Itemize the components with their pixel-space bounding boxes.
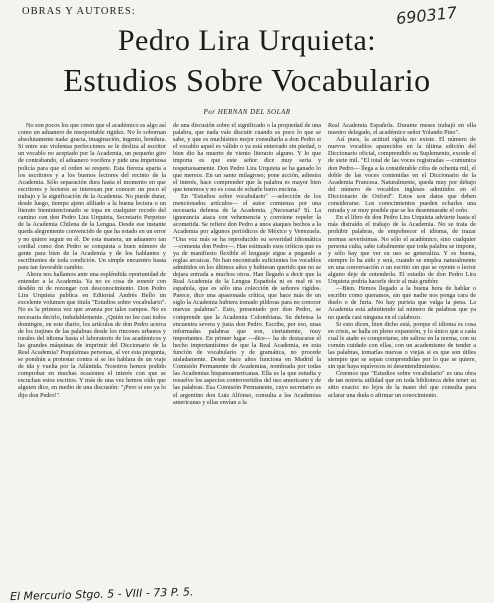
article-body <box>18 122 476 584</box>
paragraph: Real Academia Española. Durante meses trabajó en ella nuestro delegado, el académico señor Yolando Pino". <box>328 122 476 137</box>
title-line-2: Estudios Sobre Vocabulario <box>63 62 431 98</box>
paragraph: —Bien. Hemos llegado a la buena hora de hablar o escribir como queramos, sin que nadie nos ponga cara de duelo o de furia. No hay purista que valga la pena. La Academia está admitiendo tal número de palabras que ya no queda casi ninguna en el calabozo. <box>328 285 476 321</box>
paragraph: Ahora nos hallamos ante una espléndida oportunidad de entender a la Academia. Ya no es cosa de sonreír con desdén ni de rezongar con desconocimiento. Don Pedro Lira Urquieta publica en Editorial Andrés Bello un excelente volumen que titula "Estudios sobre vocabulario". No es la primera vez que avanza por tales campos. No es necesaria decirlo, indudablemente. ¿Quién no lee casi todos domingos, en este diario, los artículos de don Pedro acerca de los trajines de las palabras desde los rincones urbanos y rurales del idioma hasta el laboratorio de los académicos y las grandes máquinas de imprimir del Diccionario de la Real Academia? Poquísimas personas, al ver esta pregunta, se pondrán a protestar contra sí se les hablara de un viaje de ida y vuelta por la Atlántida. Nosotros hemos podido comprobar en muchas ocasiones el interés con que se escuchan estos escritos. Y más de una vez hemos oído que alguien dice, en medio de una discusión: "¡Pero si eso ya lo dijo don Pedro!". <box>18 270 166 399</box>
paragraph: En "Estudios sobre vocabulario" —selección de los mencionados artículos— el autor comienza por una necesaria defensa de la Academia. ¿Necesaria? Sí. La ignorancia ataca con vehemencia y conviene repeler la acometida. Se refiere don Pedro a unos ataques hechos a la Academia por algunos periódicos de México y Venezuela. "Una voz más se ha reproducido su severidad idiomática —comenta don Pedro—. Han estimado esos críticos que es ya de manifiesto flexible el lenguaje sigue a pegando a reglas arcaicas. No han encontrado suficientes los vocablos admitidos en los últimos años y hubieran querido que no se dejara entrada a muchos otros. Han llegado a decir que la Real Academia de la Lengua Española ni es real ni es española, que es sólo una colección de señores rígidos. Parece, dice una apasionada crítica, que hace más de un siglo la Academia hubiera tomado pildoras para no conocer nuevas palabras". Esto, presentado por don Pedro, se comprende que la Academia Colombiana. Su defensa la encuentra severa y justa don Pedro. Escribe, por eso, unas informadas palabras que son, ciertamente, muy importantes. En primer lugar —dice— ha de destacarse el hecho importantísimo de que la Real Academia, en esta función de vocabulario y de gramática, no procede aisladamente. Desde hace años funciona en Madrid la Comisión Permanente de Academias, nombrada por todas las Academias hispanoamericanas. Ella es la que estudia y resuelve los aspectos controvertidos del uso americano y de las palabras. Esa Comisión Permanente, cuyo secretario es el argentino don Luis Alfonso, consulta a las Academias americanas y ellas envían a la <box>173 192 321 406</box>
paragraph: Así pues, la actitud rígida no existe. El número de nuevos vocablos aparecidos en la última edición del Diccionario oficial, comprendido su Suplemento, excede el de siete mil. "El total de las voces registradas —comunica don Pedro— llega a la considerable cifra de ochenta mil, el doble de las voces contenidas en el Diccionario de la Academia Francesa. Naturalmente, queda muy por debajo del número de vocablos ingleses admitidos en el Diccionario de Oxford". Estos son datos que deben considerarse. Los conocimientos pueden echarles una mirada y se muy posible que se les desenmarañe el ceño. <box>328 136 476 215</box>
article-column-1 <box>18 122 166 584</box>
section-label: OBRAS Y AUTORES: <box>22 6 136 17</box>
article-column-3 <box>328 122 476 584</box>
archive-stamp: 690317 <box>395 2 458 29</box>
paragraph: Creemos que "Estudios sobre vocabulario" es una obra de tan notoria utilidad que en toda biblioteca debe tener su sitio exacto: no lejos de la mano del que consulta para aclarar una duda o afirmar un conocimiento. <box>328 370 476 399</box>
paragraph: Si esto dicen, bien dicho está, porque el idioma es cosa en crisis, se halla en pleno expansión, y lo único que a cada cual le atañe es comportarse, sin salirse en la norma, con su común cuidado con ellas, con un academismo de tender a las palabras, tomarlas nuevas o viejas si es que son útiles siempre que se sepan comprendidas por lo que se quiere, sin que haya equívocos ni desentendimientos. <box>328 320 476 371</box>
paragraph: No son pocos los que creen que el académico es algo así como un aduanero de insoportable rigidez. No lo sobornan absolutamente nada: gracia, imaginación, ingenio, hondura. Si entre sus violentas perfecciones se le desliza al escritor un vocablo no aceptado por la Academia, un pequeño giro de contrabando, el aduanero vocifera y pide una impetuosa policía para que el orden se respete. Esta fiereza aparta a los escritores y a los buenos lectores del recinto de la Academia. Sólo separación dura hasta el momento en que escritores y lectores se interesan por conocer un poco el trabajo y la significación de la Academia. No puede durar, desde luego, tiempo ajeno afiliado a la buena lectura o un literato bienintencionado se topa en cualquier recodo del camino con don Pedro Lira Urquieta, Secretario Perpetuo de la Academia Chilena de la Lengua. Desde ese instante queda alegremente convencido de que ha estado en un error y no quiere seguir en él. De esta manera, un aduanero tan cordial como don Pedro se conquista a buen número de gente para bien de la Academia y de los hablantes y escribientes de toda condición. Un simple encuentro basta para tan favorable cambio. <box>18 122 166 271</box>
title-line-1: Pedro Lira Urquieta: <box>117 24 377 57</box>
article-column-2 <box>173 122 321 584</box>
paragraph: En el libro de don Pedro Lira Urquieta advierte hasta el más distraído el trabajo de la Academia. No se trata de prohibir palabras, de empobrecer el idioma, de trazar normas severísimas. No sólo el académico, sino cualquier persona culta, sabe cabalmente que toda palabra se impone, y sólo hay que ver su uso se generaliza. Y es buena, siempre lo ha sido y será, cuando se emplea naturalmente en una conversación o un escrito sin que se oyente o lector alguno deje de entenderla. El estudio de don Pedro Lira Urquieta podría hacerle decir al más gruñón: <box>328 214 476 286</box>
paragraph: de una discusión sobre el significado o la propiedad de una palabra, que nada vale discutir cuando es poco lo que se sabe, y que es muchísimo mejor consultarla a don Pedro si el vocablo aquel es válido o ya está enterrado sin piedad, o bien dio ha muerto de viento literario alguno. Y lo que importa es que este señor dice muy seria y respetuosamente. Don Pedro Lira Urquieta se ha ganado lo que merece. En un santo milagroso; pone acción, adiestra el interés, hace comprender que la palabra es mayor bien que tenemos y no es cosa de echarle barro encima. <box>173 122 321 193</box>
byline: Por HERNAN DEL SOLAR <box>203 108 291 116</box>
handwritten-source-note: El Mercurio Stgo. 5 - VIII - 73 P. 5. <box>9 585 194 603</box>
